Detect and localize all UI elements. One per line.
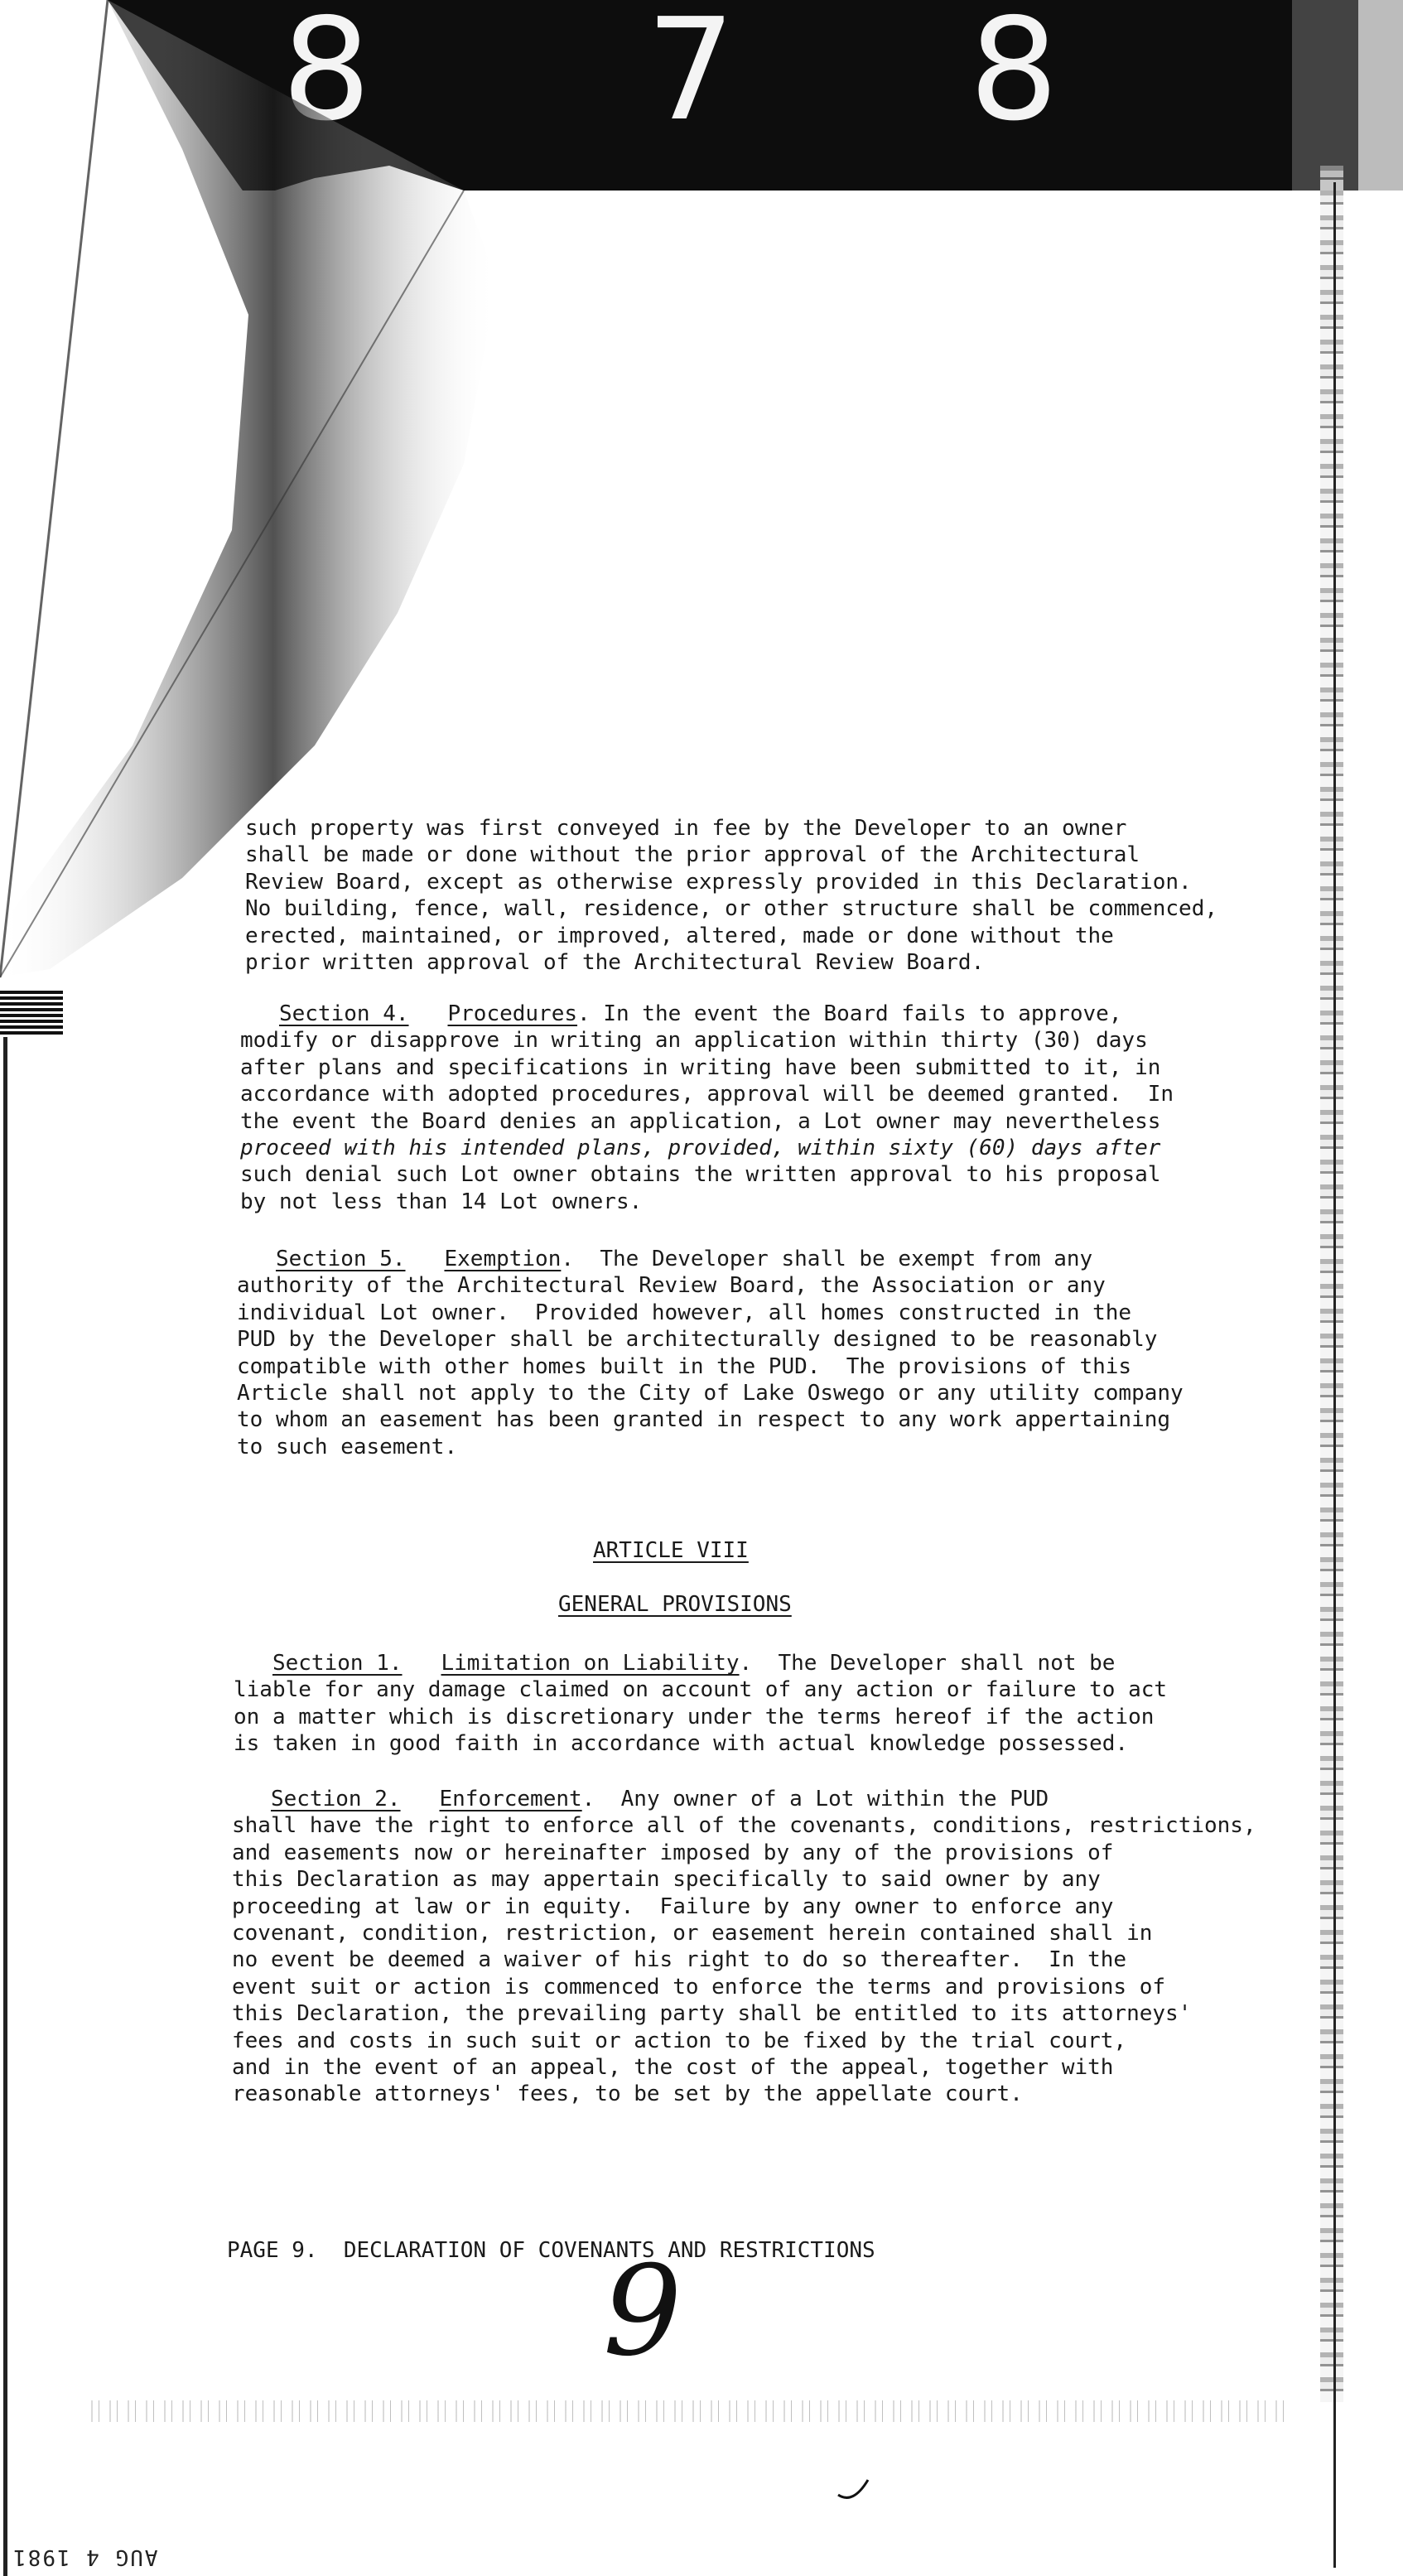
text-line: event suit or action is commenced to enforce the terms and provisions of <box>232 1974 1166 2000</box>
pen-mark <box>835 2477 876 2505</box>
section-5-title: Exemption <box>444 1247 562 1271</box>
text-line: . Any owner of a Lot within the PUD <box>581 1787 1049 1811</box>
text-line: authority of the Architectural Review Board, the Association or any <box>237 1273 1106 1299</box>
viii-section-1-label: Section 1. <box>272 1651 403 1676</box>
section-4-label: Section 4. <box>278 1001 409 1026</box>
margin-date-stamp: AUG 4 1981 <box>12 2545 158 2569</box>
scan-edge-strip <box>1320 166 1343 2402</box>
text-line: Article shall not apply to the City of Lake Oswego or any utility company <box>237 1381 1184 1406</box>
text-line: PUD by the Developer shall be architecturally designed to be reasonably <box>237 1327 1158 1353</box>
text-line: Review Board, except as otherwise expressly provided in this Declaration. <box>245 869 1192 895</box>
page-border-right <box>1333 182 1336 2568</box>
text-line: by not less than 14 Lot owners. <box>240 1189 643 1214</box>
handwritten-page-number: 9 <box>603 2240 682 2384</box>
text-line: is taken in good faith in accordance with actual knowledge possessed. <box>234 1731 1129 1757</box>
stamp-digit: 7 <box>646 0 736 152</box>
text-line: reasonable attorneys' fees, to be set by the appellate court. <box>232 2082 1023 2107</box>
text-line: covenant, condition, restriction, or easement herein contained shall in <box>232 1921 1153 1946</box>
text-line: this Declaration as may appertain specifically to said owner by any <box>232 1867 1101 1893</box>
text-line: after plans and specifications in writing have been submitted to it, in <box>240 1054 1161 1080</box>
text-line: No building, fence, wall, residence, or other structure shall be commenced, <box>245 896 1217 922</box>
text-line: such property was first conveyed in fee by the Developer to an owner <box>245 816 1127 841</box>
section-5-label: Section 5. <box>275 1247 406 1271</box>
section-5-paragraph <box>237 1246 1256 1460</box>
viii-section-2-label: Section 2. <box>270 1787 401 1811</box>
binding-tab <box>0 991 63 1037</box>
text-line: . In the event the Board fails to approve, <box>577 1001 1122 1026</box>
text-line: prior written approval of the Architectural Review Board. <box>245 950 985 976</box>
continuation-paragraph <box>245 815 1264 976</box>
article-title: GENERAL PROVISIONS <box>558 1592 792 1617</box>
section-4-paragraph <box>240 1001 1259 1215</box>
text-line: shall be made or done without the prior approval of the Architectural <box>245 842 1140 868</box>
text-line: proceed with his intended plans, provided, within sixty (60) days after <box>240 1136 1161 1161</box>
text-line: and easements now or hereinafter imposed by any of the provisions of <box>232 1840 1114 1865</box>
text-line: shall have the right to enforce all of the covenants, conditions, restrictions, <box>232 1813 1256 1839</box>
viii-section-1-paragraph <box>234 1650 1252 1758</box>
viii-section-2-paragraph <box>232 1786 1256 2108</box>
text-line: liable for any damage claimed on account of any action or failure to act <box>234 1677 1168 1703</box>
page-border-left <box>3 1019 7 2576</box>
text-line: modify or disapprove in writing an application within thirty (30) days <box>240 1028 1148 1054</box>
section-4-title: Procedures <box>447 1001 578 1026</box>
page-footer: PAGE 9. DECLARATION OF COVENANTS AND RESTRICTIONS <box>227 2238 875 2263</box>
viii-section-2-title: Enforcement <box>439 1787 582 1811</box>
text-line: to whom an easement has been granted in respect to any work appertaining <box>237 1407 1171 1433</box>
text-line: this Declaration, the prevailing party shall be entitled to its attorneys' <box>232 2001 1192 2027</box>
text-line: on a matter which is discretionary under the terms hereof if the action <box>234 1704 1155 1729</box>
stamp-digit: 8 <box>969 0 1059 152</box>
text-line: the event the Board denies an application, a Lot owner may nevertheless <box>240 1108 1161 1134</box>
text-line: and in the event of an appeal, the cost of the appeal, together with <box>232 2055 1114 2081</box>
text-line: . The Developer shall not be <box>739 1651 1116 1676</box>
stamp-digit: 8 <box>282 0 372 152</box>
text-line: accordance with adopted procedures, approval will be deemed granted. In <box>240 1082 1174 1107</box>
text-line: . The Developer shall be exempt from any <box>561 1247 1093 1271</box>
text-line: proceeding at law or in equity. Failure by any owner to enforce any <box>232 1893 1114 1919</box>
scan-noise-bottom <box>91 2400 1284 2422</box>
text-line: to such easement. <box>237 1434 458 1459</box>
text-line: such denial such Lot owner obtains the written approval to his proposal <box>240 1162 1161 1188</box>
article-heading: ARTICLE VIII <box>593 1538 749 1563</box>
text-line: compatible with other homes built in the PUD. The provisions of this <box>237 1353 1132 1379</box>
text-line: individual Lot owner. Provided however, all homes constructed in the <box>237 1300 1132 1325</box>
text-line: no event be deemed a waiver of his right to do so thereafter. In the <box>232 1947 1127 1973</box>
viii-section-1-title: Limitation on Liability <box>441 1651 740 1676</box>
text-line: fees and costs in such suit or action to be fixed by the trial court, <box>232 2028 1127 2053</box>
text-line: erected, maintained, or improved, altered, made or done without the <box>245 923 1114 948</box>
